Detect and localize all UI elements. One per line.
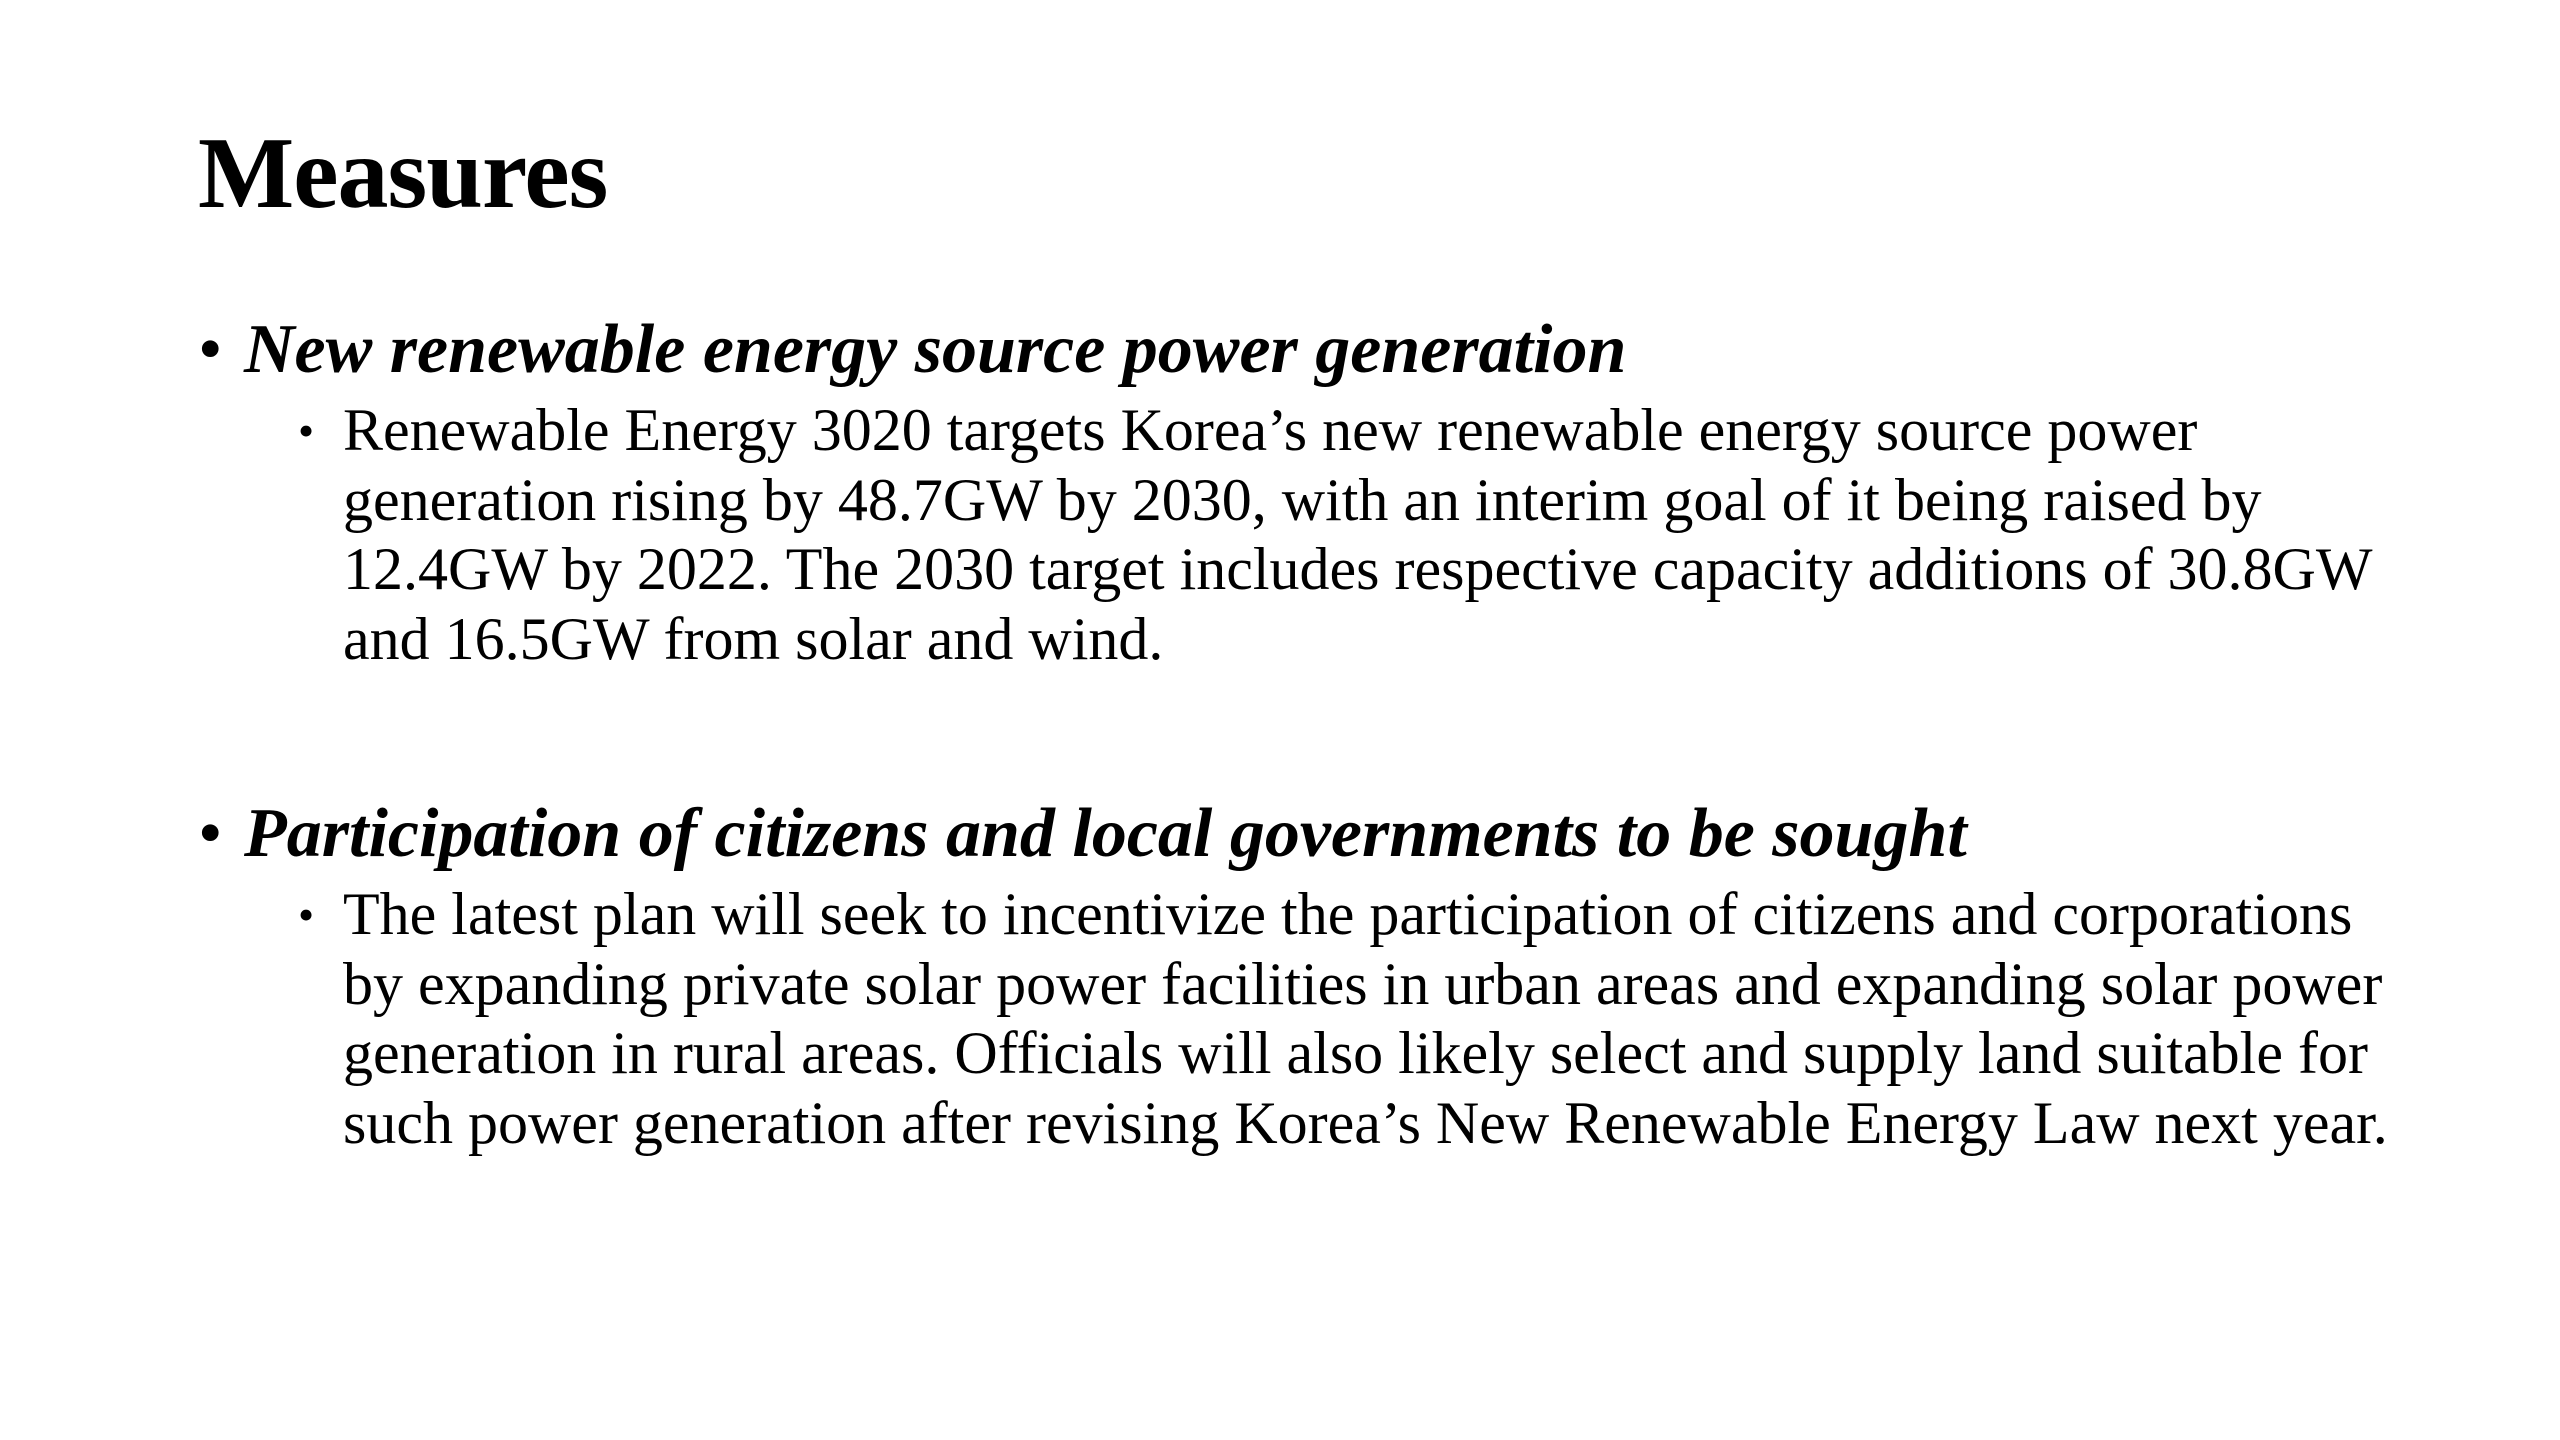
bullet-icon: •: [198, 795, 223, 872]
sub-bullet-text: The latest plan will seek to incentivize the participation of citizens and corporations by expanding private solar power facilities in urban areas and expanding solar power generation in rural areas. Officials will also likely select and supply land suitable for such power generation after revising Korea’s New Renewable Energy Law next year.: [343, 881, 2388, 1156]
bullet-section: [198, 306, 2408, 674]
bullet-list: [198, 306, 2408, 1274]
sub-bullet: [198, 396, 2423, 674]
sub-bullet-icon: •: [298, 889, 315, 940]
sub-bullet-icon: •: [298, 405, 315, 456]
sub-bullet: [198, 880, 2423, 1158]
slide-title: Measures: [198, 117, 608, 230]
bullet-heading: [198, 790, 2408, 878]
bullet-heading-text: New renewable energy source power generation: [244, 311, 1627, 388]
bullet-heading-text: Participation of citizens and local governments to be sought: [244, 795, 1967, 872]
bullet-section: [198, 790, 2408, 1158]
bullet-heading: [198, 306, 2408, 394]
bullet-icon: •: [198, 311, 223, 388]
sub-bullet-text: Renewable Energy 3020 targets Korea’s new renewable energy source power generation rising by 48.7GW by 2030, with an interim goal of it being raised by 12.4GW by 2022. The 2030 target includes respective capacity additions of 30.8GW and 16.5GW from solar and wind.: [343, 397, 2372, 672]
